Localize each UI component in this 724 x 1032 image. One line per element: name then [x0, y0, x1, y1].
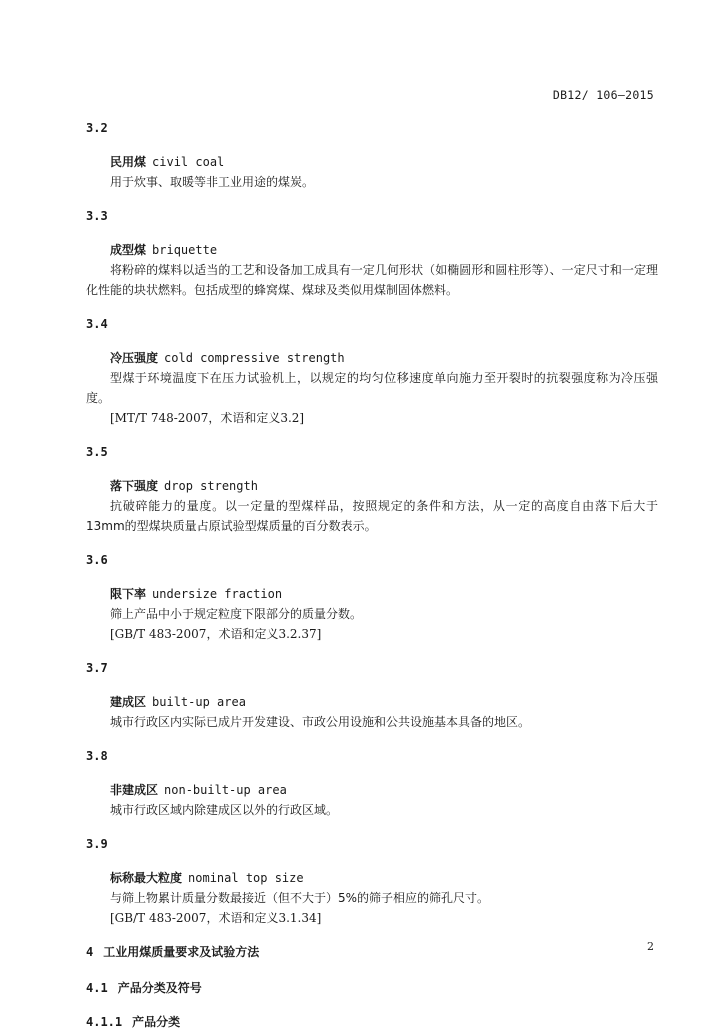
term-number: 3.8: [86, 749, 108, 763]
term-definition: 城市行政区域内除建成区以外的行政区域。: [110, 803, 339, 817]
term-chinese: 成型煤: [110, 243, 147, 257]
term-title: [86, 152, 658, 172]
term-chinese: 落下强度: [110, 479, 159, 493]
term-number: 3.6: [86, 553, 108, 567]
term-number: 3.3: [86, 209, 108, 223]
term-chinese: 限下率: [110, 587, 147, 601]
term-english: undersize fraction: [152, 587, 283, 601]
term-definition: 筛上产品中小于规定粒度下限部分的质量分数。: [110, 607, 363, 621]
section-heading-4-1-1: [86, 1012, 658, 1032]
term-english: built-up area: [152, 695, 246, 709]
section-heading-4-1: [86, 978, 658, 998]
section-heading-4: [86, 942, 658, 962]
document-code: DB12/ 106—2015: [552, 88, 654, 102]
term-english: non-built-up area: [164, 783, 287, 797]
term-title: [86, 240, 658, 260]
term-source: [GB/T 483-2007，术语和定义3.1.34]: [110, 911, 322, 925]
page-number: 2: [647, 940, 654, 953]
term-entry: [86, 240, 658, 300]
section-title: 产品分类及符号: [117, 981, 202, 995]
term-english: nominal top size: [188, 871, 304, 885]
term-number: 3.2: [86, 121, 108, 135]
term-chinese: 建成区: [110, 695, 147, 709]
term-entry: [86, 348, 658, 428]
term-title: [86, 868, 658, 888]
term-entry: [86, 152, 658, 192]
term-entry: [86, 584, 658, 644]
term-title: [86, 348, 658, 368]
term-definition: 用于炊事、取暖等非工业用途的煤炭。: [110, 175, 315, 189]
section-number: 4.1: [86, 981, 108, 995]
term-number: 3.5: [86, 445, 108, 459]
term-title: [86, 584, 658, 604]
term-english: briquette: [152, 243, 218, 257]
section-number: 4.1.1: [86, 1015, 123, 1029]
term-definition: 将粉碎的煤料以适当的工艺和设备加工成具有一定几何形状（如椭圆形和圆柱形等）、一定尺寸和一定理化性能的块状燃料。包括成型的蜂窝煤、煤球及类似用煤制固体燃料。: [86, 263, 658, 297]
term-number: 3.4: [86, 317, 108, 331]
term-number: 3.7: [86, 661, 108, 675]
term-chinese: 民用煤: [110, 155, 147, 169]
term-english: cold compressive strength: [164, 351, 345, 365]
term-english: civil coal: [152, 155, 225, 169]
term-entry: [86, 868, 658, 928]
term-definition: 与筛上物累计质量分数最接近（但不大于）5%的筛子相应的筛孔尺寸。: [110, 891, 490, 905]
term-chinese: 冷压强度: [110, 351, 159, 365]
section-number: 4: [86, 945, 94, 959]
document-body: [86, 118, 658, 1032]
term-source: [MT/T 748-2007，术语和定义3.2]: [110, 411, 305, 425]
term-definition: 型煤于环境温度下在压力试验机上，以规定的均匀位移速度单向施力至开裂时的抗裂强度称为冷压强度。: [86, 371, 658, 405]
term-chinese: 非建成区: [110, 783, 159, 797]
term-entry: [86, 476, 658, 536]
term-title: [86, 476, 658, 496]
term-english: drop strength: [164, 479, 258, 493]
term-definition: 城市行政区内实际已成片开发建设、市政公用设施和公共设施基本具备的地区。: [110, 715, 531, 729]
term-entry: [86, 692, 658, 732]
term-number: 3.9: [86, 837, 108, 851]
term-title: [86, 692, 658, 712]
term-definition: 抗破碎能力的量度。以一定量的型煤样品，按照规定的条件和方法，从一定的高度自由落下后大于13mm的型煤块质量占原试验型煤质量的百分数表示。: [86, 499, 658, 533]
term-chinese: 标称最大粒度: [110, 871, 183, 885]
term-entry: [86, 780, 658, 820]
section-title: 产品分类: [132, 1015, 181, 1029]
section-title: 工业用煤质量要求及试验方法: [103, 945, 260, 959]
term-source: [GB/T 483-2007，术语和定义3.2.37]: [110, 627, 322, 641]
term-title: [86, 780, 658, 800]
